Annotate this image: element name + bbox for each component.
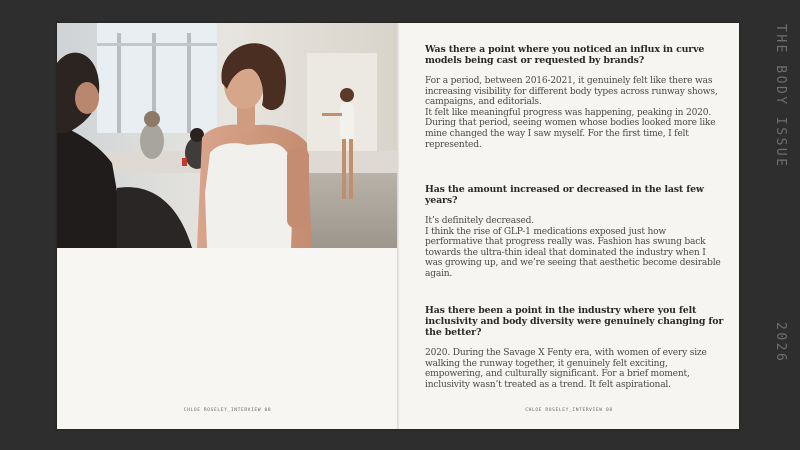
right-page-footer: CHLOE ROSELEY_INTERVIEW 08 bbox=[525, 408, 613, 413]
issue-title: THE BODY ISSUE bbox=[773, 24, 788, 169]
photo-illustration bbox=[57, 23, 398, 248]
left-page bbox=[57, 23, 398, 429]
answer-1: For a period, between 2016-2021, it genuinely felt like there was increasing visibility for different body types across runway shows, campaigns, and editorials. It felt like meaningful progress was happening, peaking in 2020. During that period, seeing women whose bodies looked more like mine changed the way I saw myself. For the first time, I felt represented. bbox=[425, 76, 718, 150]
backstage-photo bbox=[57, 23, 398, 248]
magazine-spread bbox=[57, 23, 739, 429]
answer-2: It’s definitely decreased. I think the rise of GLP-1 medications exposed just how performative that progress really was. Fashion has swung back towards the ultra-thin ideal that dominated the industry when I was growing up, and we’re seeing that aesthetic become desirable again. bbox=[425, 216, 721, 279]
question-3: Has there been a point in the industry where you felt inclusivity and body diversity were genuinely changing for the better? bbox=[425, 305, 724, 338]
question-2: Has the amount increased or decreased in the last few years? bbox=[425, 184, 704, 206]
issue-year: 2026 bbox=[773, 322, 788, 364]
qa-block-2 bbox=[425, 184, 725, 280]
question-1: Was there a point where you noticed an influx in curve models being cast or requested by brands? bbox=[425, 44, 705, 66]
qa-block-1 bbox=[425, 44, 725, 150]
qa-block-3 bbox=[425, 305, 725, 390]
left-page-footer: CHLOE ROSELEY_INTERVIEW 08 bbox=[183, 408, 272, 413]
right-page bbox=[399, 23, 739, 429]
answer-3: 2020. During the Savage X Fenty era, with women of every size walking the runway together, it genuinely felt exciting, empowering, and culturally significant. For a brief moment, inclusivity wasn’t treated as a trend. It felt aspirational. bbox=[425, 348, 707, 390]
